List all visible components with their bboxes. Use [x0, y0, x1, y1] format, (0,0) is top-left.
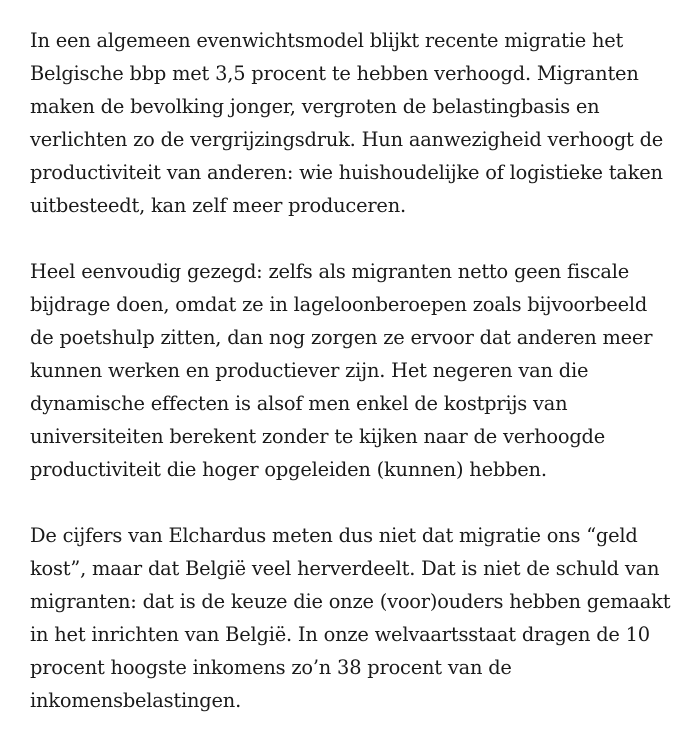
text-line: uitbesteedt, kan zelf meer produceren. — [30, 194, 406, 217]
text-line: de poetshulp zitten, dan nog zorgen ze ervoor dat anderen meer — [30, 326, 653, 349]
paragraph-3 — [30, 519, 678, 717]
text-line: In een algemeen evenwichtsmodel blijkt recente migratie het — [30, 29, 624, 52]
article-body — [30, 24, 678, 750]
text-line: inkomensbelastingen. — [30, 689, 242, 712]
text-line: verlichten zo de vergrijzingsdruk. Hun aanwezigheid verhoogt de — [30, 128, 664, 151]
text-line: kunnen werken en productiever zijn. Het negeren van die — [30, 359, 589, 382]
text-line: De cijfers van Elchardus meten dus niet dat migratie ons “geld — [30, 524, 638, 547]
text-line: Heel eenvoudig gezegd: zelfs als migranten netto geen fiscale — [30, 260, 630, 283]
text-line: productiviteit van anderen: wie huishoudelijke of logistieke taken — [30, 161, 663, 184]
text-line: procent hoogste inkomens zo’n 38 procent van de — [30, 656, 512, 679]
text-line: migranten: dat is de keuze die onze (voor)ouders hebben gemaakt — [30, 590, 671, 613]
text-line: bijdrage doen, omdat ze in lageloonberoepen zoals bijvoorbeeld — [30, 293, 648, 316]
paragraph-1 — [30, 24, 678, 222]
paragraph-2 — [30, 255, 678, 486]
text-line: in het inrichten van België. In onze welvaartsstaat dragen de 10 — [30, 623, 650, 646]
text-line: kost”, maar dat België veel herverdeelt. Dat is niet de schuld van — [30, 557, 660, 580]
text-line: productiviteit die hoger opgeleiden (kunnen) hebben. — [30, 458, 547, 481]
text-line: universiteiten berekent zonder te kijken naar de verhoogde — [30, 425, 606, 448]
text-line: Belgische bbp met 3,5 procent te hebben verhoogd. Migranten — [30, 62, 639, 85]
text-line: maken de bevolking jonger, vergroten de belastingbasis en — [30, 95, 600, 118]
text-line: dynamische effecten is alsof men enkel de kostprijs van — [30, 392, 568, 415]
